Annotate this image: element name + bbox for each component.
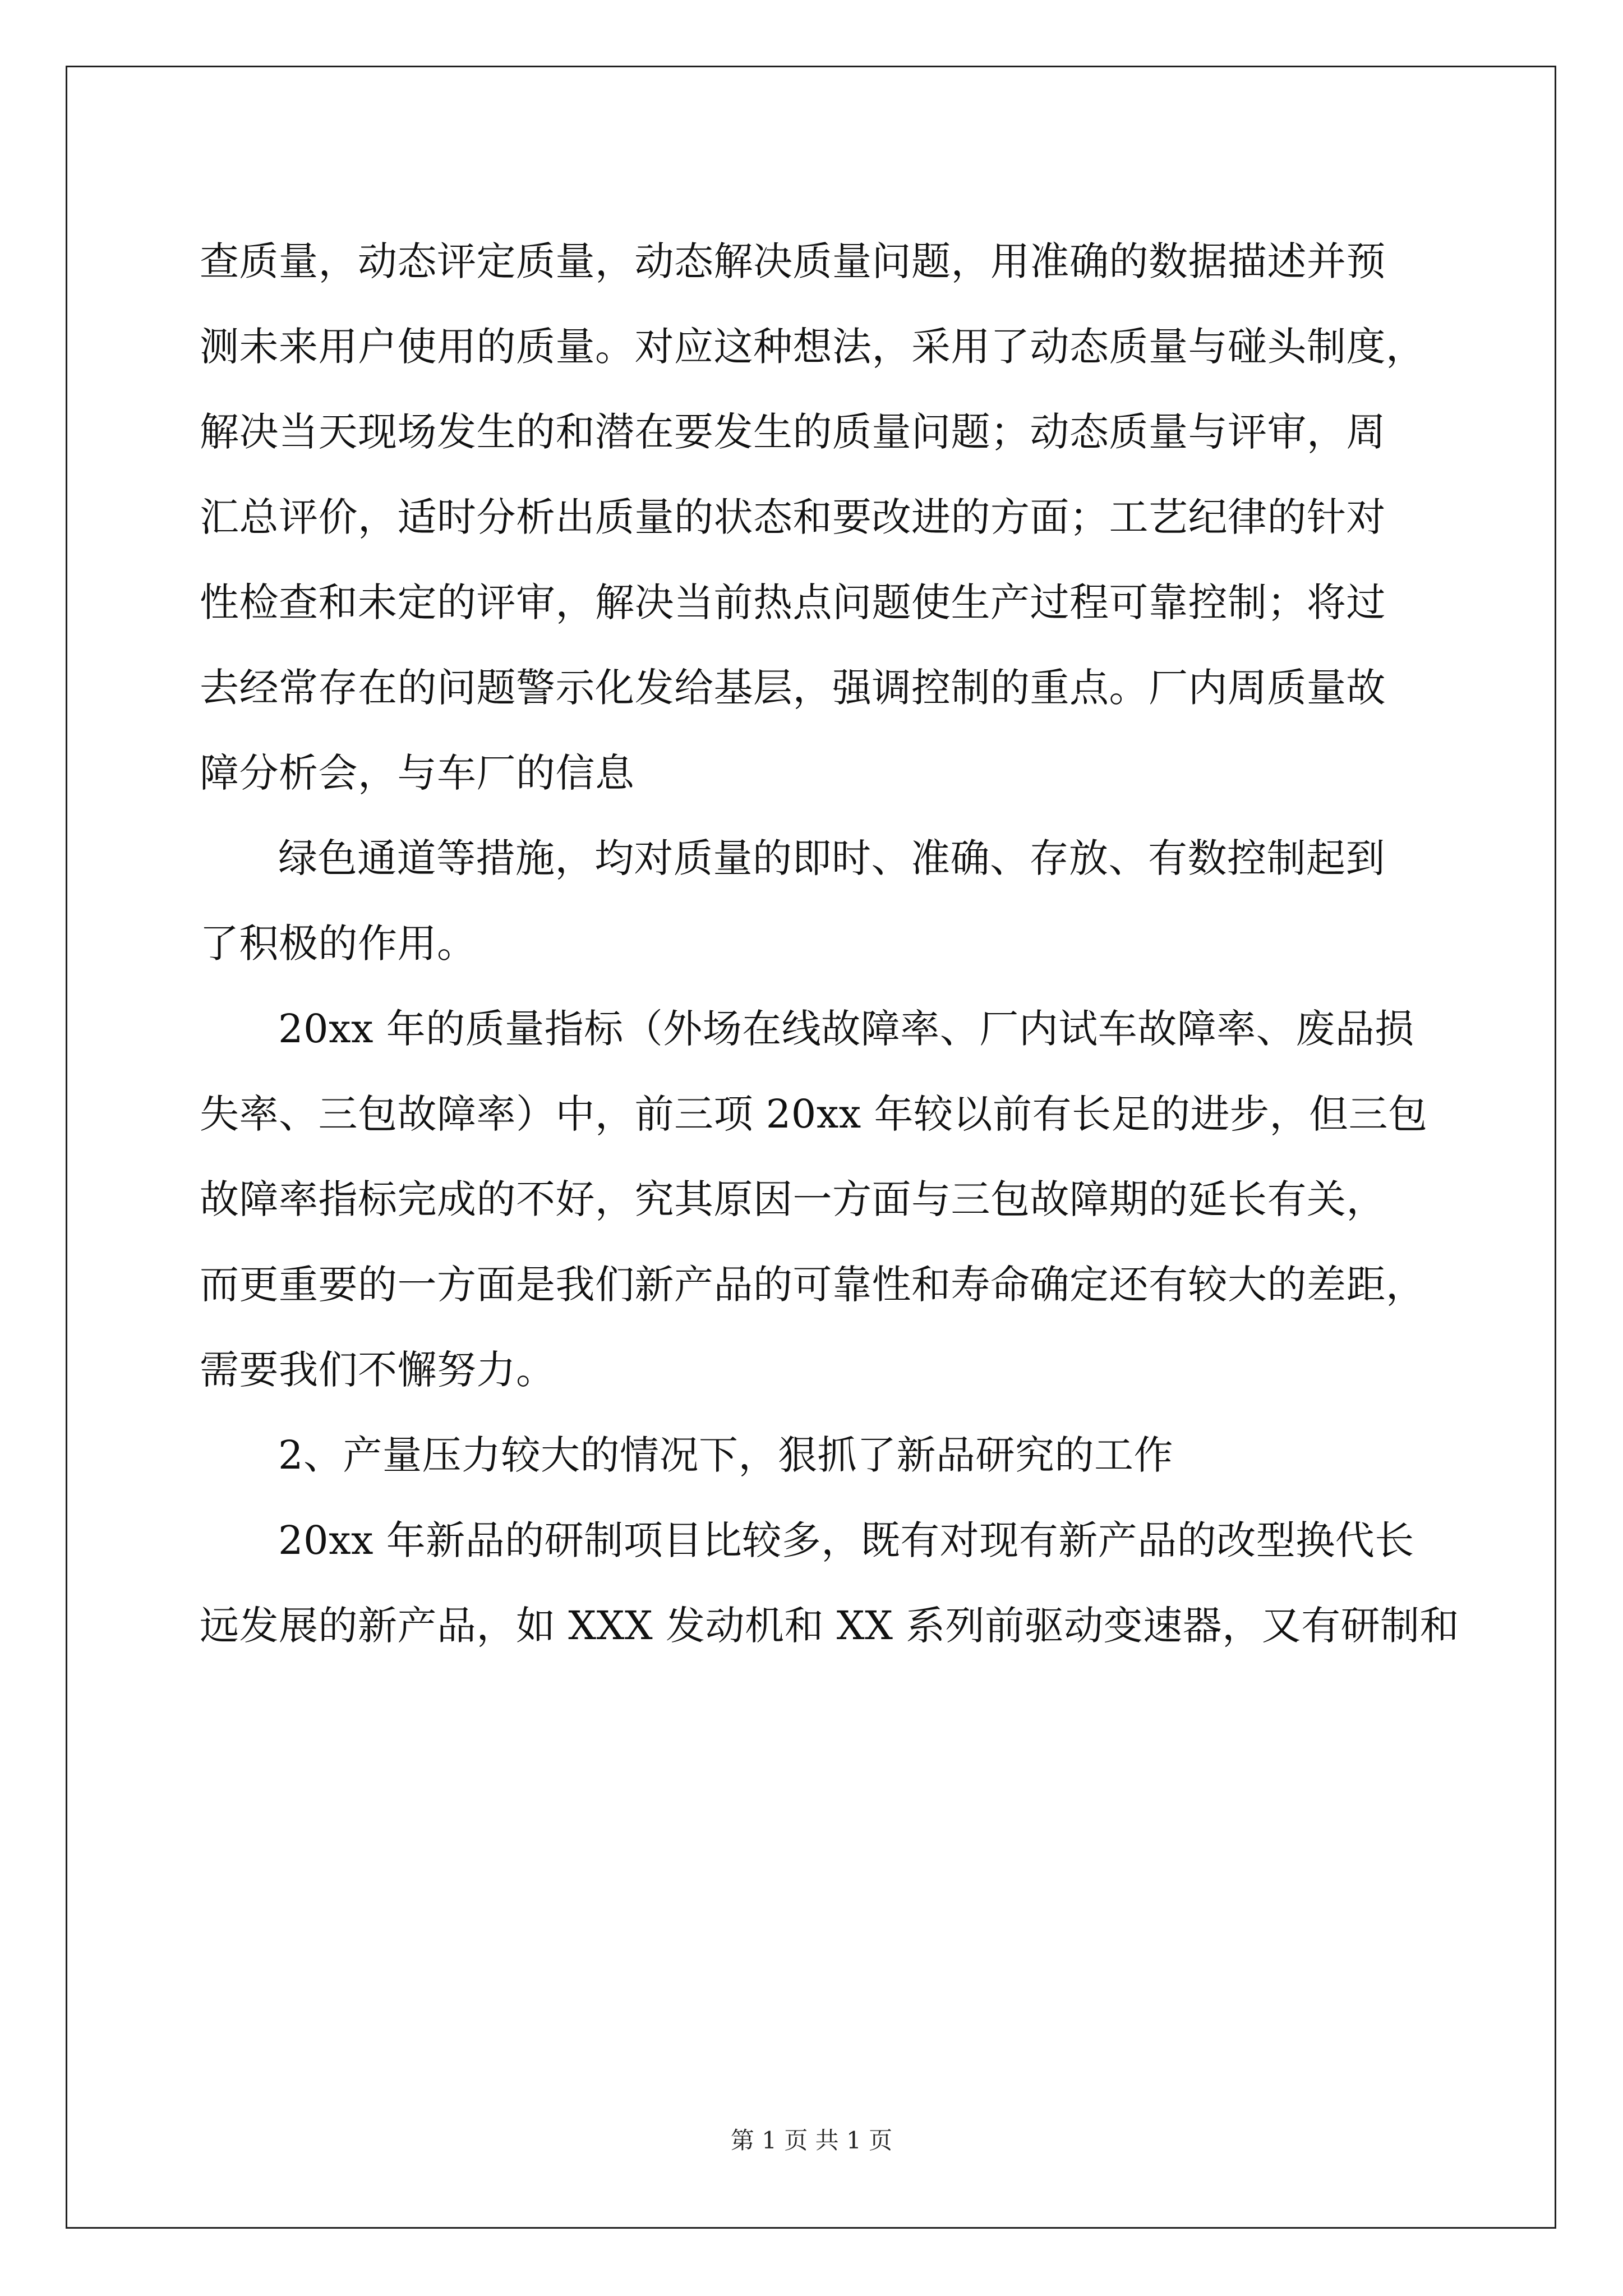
text-line: 远发展的新产品，如 XXX 发动机和 XX 系列前驱动变速器，又有研制和 [200, 1603, 1460, 1649]
text-line: 查质量，动态评定质量，动态解决质量问题，用准确的数据描述并预 [200, 238, 1386, 284]
text-line: 需要我们不懈努力。 [200, 1347, 556, 1393]
paragraph-start-line: 20xx 年的质量指标（外场在线故障率、厂内试车故障率、废品损 [278, 1006, 1414, 1052]
text-line: 了积极的作用。 [200, 921, 477, 967]
text-line: 解决当天现场发生的和潜在要发生的质量问题；动态质量与评审，周 [200, 409, 1386, 455]
page-footer: 第 1 页 共 1 页 [730, 2127, 893, 2154]
text-line: 失率、三包故障率）中，前三项 20xx 年较以前有长足的进步，但三包 [200, 1091, 1428, 1137]
text-line: 去经常存在的问题警示化发给基层，强调控制的重点。厂内周质量故 [200, 665, 1386, 711]
paragraph-start-line: 绿色通道等措施，均对质量的即时、准确、存放、有数控制起到 [278, 835, 1385, 881]
text-line: 测未来用户使用的质量。对应这种想法，采用了动态质量与碰头制度， [200, 324, 1426, 370]
text-line: 而更重要的一方面是我们新产品的可靠性和寿命确定还有较大的差距， [200, 1262, 1426, 1308]
text-line: 故障率指标完成的不好，究其原因一方面与三包故障期的延长有关， [200, 1176, 1386, 1222]
text-line: 障分析会，与车厂的信息 [200, 750, 635, 796]
text-line: 性检查和未定的评审，解决当前热点问题使生产过程可靠控制；将过 [200, 579, 1386, 625]
section-heading: 2、产量压力较大的情况下，狠抓了新品研究的工作 [278, 1432, 1174, 1478]
text-line: 汇总评价，适时分析出质量的状态和要改进的方面；工艺纪律的针对 [200, 494, 1386, 540]
paragraph-start-line: 20xx 年新品的研制项目比较多，既有对现有新产品的改型换代长 [278, 1517, 1414, 1563]
document-body [200, 219, 1460, 1668]
